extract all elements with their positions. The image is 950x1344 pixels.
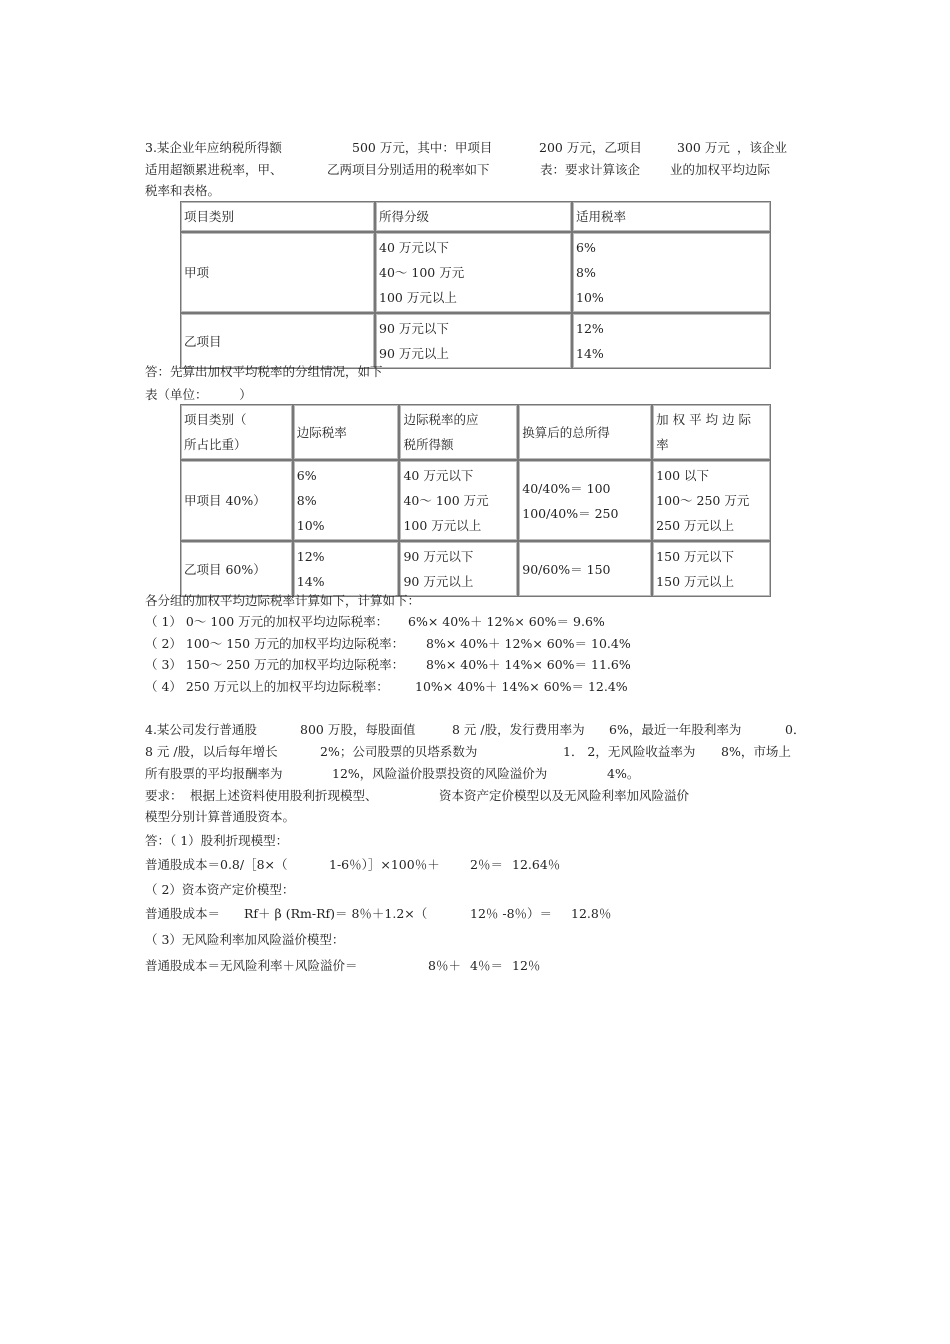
q4-line4-b: 根据上述资料使用股利折现模型、 [190, 788, 378, 803]
q3-line1-e: ，该企业 [737, 140, 788, 155]
q4-answer-3-calc-c: 4％＝ [470, 958, 503, 973]
q4-line1-a: 4.某公司发行普通股 [145, 722, 257, 737]
q3-calc-3-label: （ 3） 150～ 250 万元的加权平均边际税率： [145, 657, 405, 672]
table-cell: 乙项目 60%） [180, 541, 293, 597]
table-cell: 甲项目 40%） [180, 460, 293, 541]
q4-line3-b: 12%，风险溢价股票投资的风险溢价为 [332, 766, 548, 781]
q3-calc-4-value: 10%× 40%＋ 14%× 60%＝ 12.4% [415, 679, 628, 694]
q4-answer-1-calc-b: 1-6％）］×100％＋ [329, 857, 440, 872]
q3-calc-3-value: 8%× 40%＋ 14%× 60%＝ 11.6% [426, 657, 631, 672]
q3-line2-d: 业的加权平均边际 [670, 162, 771, 177]
table-header-cell: 所得分级 [375, 201, 572, 232]
header-line: 加 权 平 均 边 际 [656, 412, 752, 427]
q3-line3: 税率和表格。 [145, 183, 221, 198]
q4-answer-2-calc-a: 普通股成本＝ [145, 906, 221, 921]
q4-line1-e: 0． [785, 722, 806, 737]
q3-line2-c: 表：要求计算该企 [540, 162, 641, 177]
q4-line4-a: 要求： [145, 788, 183, 803]
table-header-cell: 项目类别 [180, 201, 375, 232]
table-cell: 12% 14% [572, 313, 771, 369]
table-cell: 乙项目 [180, 313, 375, 369]
table-cell: 40 万元以下 40～ 100 万元 100 万元以上 [375, 232, 572, 313]
q4-line1-c: 8 元 /股，发行费用率为 [452, 722, 585, 737]
q3-answer-intro: 答：先算出加权平均税率的分组情况，如下 [145, 364, 383, 379]
table-header-cell: 换算后的总所得 [518, 404, 652, 460]
q4-line1-b: 800 万股，每股面值 [300, 722, 416, 737]
table-cell: 40/40%＝ 100 100/40%＝ 250 [518, 460, 652, 541]
q4-answer-2-label: （ 2）资本资产定价模型： [145, 882, 295, 897]
q4-answer-3-label: （ 3）无风险利率加风险溢价模型： [145, 932, 345, 947]
q3-line2-a: 适用超额累进税率，甲、 [145, 162, 283, 177]
q4-line2-d: 8%，市场上 [721, 744, 791, 759]
table-header-row [180, 404, 771, 460]
header-line: 所占比重） [184, 437, 247, 452]
header-line: 项目类别（ [184, 412, 247, 427]
q4-answer-1-calc-c: 2％＝ [470, 857, 503, 872]
header-line: 率 [656, 437, 669, 452]
table-header-cell [180, 404, 293, 460]
table-cell: 12% 14% [293, 541, 400, 597]
table-header-cell [652, 404, 771, 460]
q4-line3-c: 4%。 [607, 766, 640, 781]
table-row [180, 460, 771, 541]
q4-line2-a: 8 元 /股，以后每年增长 [145, 744, 278, 759]
q3-calc-4-label: （ 4） 250 万元以上的加权平均边际税率： [145, 679, 389, 694]
q4-answer-1-calc-d: 12.64％ [512, 857, 561, 872]
table-row [180, 313, 771, 369]
q3-line1-a: 3.某企业年应纳税所得额 [145, 140, 282, 155]
table-cell: 90 万元以下 90 万元以上 [375, 313, 572, 369]
q3-calc-intro: 各分组的加权平均边际税率计算如下，计算如下： [145, 593, 421, 608]
q4-line3-a: 所有股票的平均报酬率为 [145, 766, 283, 781]
table-row [180, 541, 771, 597]
table-header-cell: 边际税率 [293, 404, 400, 460]
q4-answer-2-calc-b: Rf＋ β (Rm-Rf)＝ 8％＋1.2×（ [244, 906, 428, 921]
q4-answer-2-calc-d: 12.8％ [571, 906, 612, 921]
table-cell: 6% 8% 10% [293, 460, 400, 541]
q4-answer-2-calc-c: 12％ -8％）＝ [470, 906, 553, 921]
q4-answer-3-calc-a: 普通股成本＝无风险利率＋风险溢价＝ [145, 958, 358, 973]
q3-calc-1-value: 6%× 40%＋ 12%× 60%＝ 9.6% [408, 614, 605, 629]
header-line: 边际税率的应 [403, 412, 479, 427]
table-cell: 100 以下 100～ 250 万元 250 万元以上 [652, 460, 771, 541]
table-cell: 90 万元以下 90 万元以上 [399, 541, 518, 597]
q3-calc-2-value: 8%× 40%＋ 12%× 60%＝ 10.4% [426, 636, 631, 651]
table-cell: 甲项 [180, 232, 375, 313]
q4-answer-1-calc-a: 普通股成本＝0.8/［8×（ [145, 857, 288, 872]
table-cell: 90/60%＝ 150 [518, 541, 652, 597]
table-header-cell [399, 404, 518, 460]
q4-answer-1-label: 答：（ 1）股利折现模型： [145, 833, 289, 848]
q3-calc-2-label: （ 2） 100～ 150 万元的加权平均边际税率： [145, 636, 405, 651]
table-row [180, 232, 771, 313]
q3-line1-c: 200 万元，乙项目 [539, 140, 642, 155]
q4-line5: 模型分别计算普通股资本。 [145, 809, 296, 824]
q4-answer-3-calc-d: 12％ [512, 958, 541, 973]
q3-line1-b: 500 万元，其中：甲项目 [352, 140, 493, 155]
weighted-rate-table [180, 404, 771, 597]
q3-answer-intro2: 表（单位： ） [145, 387, 252, 402]
table-header-cell: 适用税率 [572, 201, 771, 232]
q3-calc-1-label: （ 1） 0～ 100 万元的加权平均边际税率： [145, 614, 389, 629]
table-cell: 6% 8% 10% [572, 232, 771, 313]
q4-line1-d: 6%，最近一年股利率为 [609, 722, 742, 737]
q3-line2-b: 乙两项目分别适用的税率如下 [327, 162, 490, 177]
tax-rate-table [180, 201, 771, 369]
q3-line1-d: 300 万元 [677, 140, 730, 155]
table-cell: 40 万元以下 40～ 100 万元 100 万元以上 [399, 460, 518, 541]
table-cell: 150 万元以下 150 万元以上 [652, 541, 771, 597]
q4-line2-c: 1． 2，无风险收益率为 [563, 744, 696, 759]
header-line: 税所得额 [403, 437, 454, 452]
q4-line2-b: 2%；公司股票的贝塔系数为 [320, 744, 478, 759]
q4-answer-3-calc-b: 8％＋ [428, 958, 461, 973]
q4-line4-c: 资本资产定价模型以及无风险利率加风险溢价 [439, 788, 690, 803]
